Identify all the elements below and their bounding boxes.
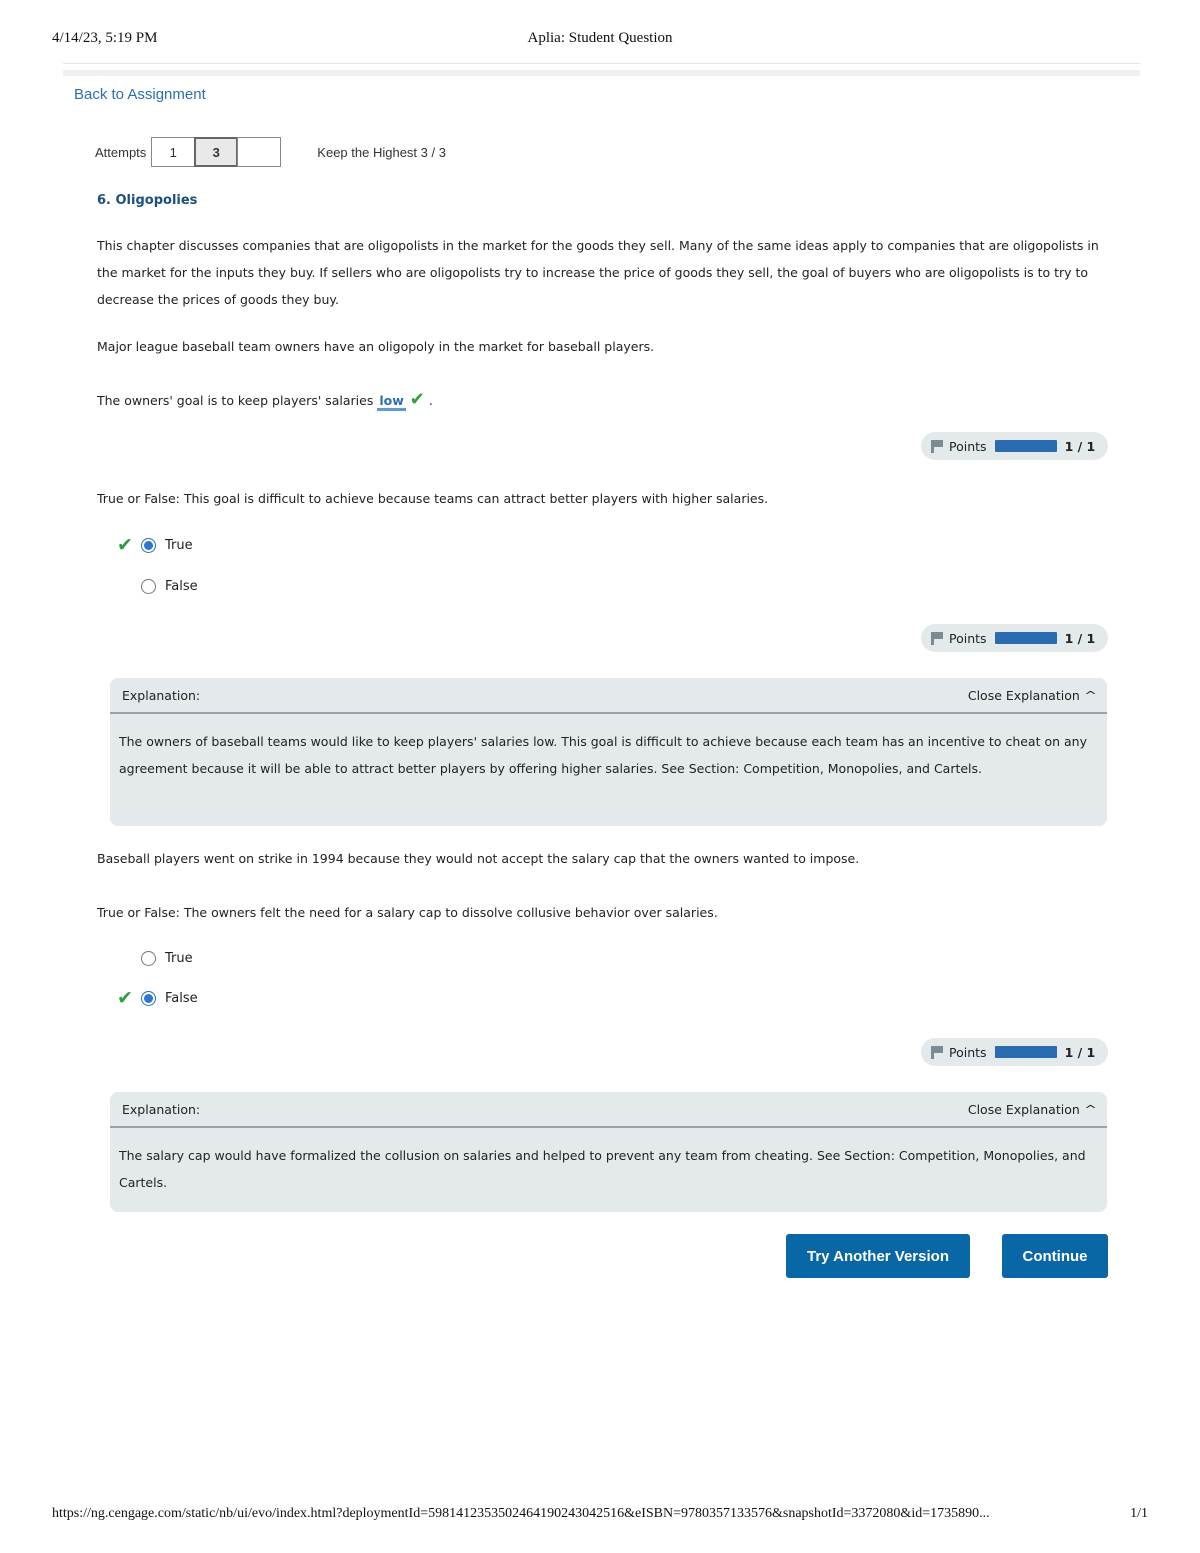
fill-prefix: The owners' goal is to keep players' salaries — [97, 393, 374, 408]
page-number: 1/1 — [1130, 1506, 1148, 1521]
explanation-text: The owners of baseball teams would like to keep players' salaries low. This goal is difficult to achieve because each team has an incentive to cheat on any agreement because it will be able to attract better players by offering higher salaries. See Section: Competition, Monopolies, and Cartels. — [119, 734, 1087, 776]
flag-icon — [931, 632, 943, 644]
points-indicator — [921, 1038, 1108, 1066]
close-explanation-button[interactable]: Close Explanation ^ — [967, 1101, 1097, 1117]
chevron-up-icon: ^ — [1083, 688, 1097, 702]
flag-icon — [931, 440, 943, 452]
explanation-title: Explanation: — [122, 1101, 201, 1117]
option-label: True — [165, 537, 193, 553]
back-to-assignment-link[interactable]: Back to Assignment — [74, 86, 206, 103]
question-intro: This chapter discusses companies that are oligopolists in the market for the goods they sell. Many of the same ideas apply to companies that are oligopolists in the market for the inputs they buy. If sellers who are oligopolists try to increase the price of goods they sell, the goal of buyers who are oligopolists is to try to decrease the prices of goods they buy. — [97, 238, 1099, 307]
points-label: Points — [949, 1044, 987, 1060]
question-context: Major league baseball team owners have an oligopoly in the market for baseball players. — [97, 339, 655, 354]
check-icon: ✔ — [117, 987, 133, 1009]
points-score: 1 / 1 — [1064, 438, 1096, 454]
part3-context: Baseball players went on strike in 1994 because they would not accept the salary cap that the owners wanted to impose. — [97, 851, 860, 866]
explanation-panel — [110, 678, 1107, 826]
keep-highest-text: Keep the Highest 3 / 3 — [317, 144, 446, 160]
fill-in-sentence — [97, 386, 1122, 414]
try-another-version-button[interactable]: Try Another Version — [786, 1234, 970, 1278]
explanation-header — [110, 678, 1107, 714]
radio-true[interactable] — [141, 538, 156, 553]
option-label: False — [165, 990, 198, 1006]
print-header — [52, 30, 1148, 50]
option-label: True — [165, 950, 193, 966]
points-bar — [995, 1046, 1057, 1058]
continue-button[interactable]: Continue — [1002, 1234, 1108, 1278]
question-title: 6. Oligopolies — [97, 193, 198, 208]
points-indicator — [921, 432, 1108, 460]
attempts-label: Attempts — [95, 144, 147, 160]
toolbar-strip — [63, 70, 1140, 76]
radio-true[interactable] — [141, 951, 156, 966]
check-icon: ✔ — [409, 389, 425, 410]
part2-option-false[interactable] — [117, 575, 198, 597]
points-label: Points — [949, 630, 987, 646]
salary-answer-dropdown[interactable]: low — [377, 393, 405, 411]
points-indicator — [921, 624, 1108, 652]
option-label: False — [165, 578, 198, 594]
divider — [63, 63, 1140, 64]
explanation-panel — [110, 1092, 1107, 1212]
print-date: 4/14/23, 5:19 PM — [52, 30, 158, 46]
close-explanation-button[interactable]: Close Explanation ^ — [967, 687, 1097, 703]
print-url: https://ng.cengage.com/static/nb/ui/evo/index.html?deploymentId=5981412353502464190243042516&eISBN=9780357133576&snapshotId=3372080&id=1735890... — [52, 1506, 990, 1521]
part2-option-true[interactable] — [117, 534, 193, 556]
flag-icon — [931, 1046, 943, 1058]
attempts-bar — [95, 137, 446, 167]
part3-option-false[interactable] — [117, 987, 198, 1009]
part3-prompt: True or False: The owners felt the need for a salary cap to dissolve collusive behavior over salaries. — [97, 905, 718, 920]
print-title: Aplia: Student Question — [527, 30, 673, 46]
points-score: 1 / 1 — [1064, 630, 1096, 646]
points-bar — [995, 632, 1057, 644]
chevron-up-icon: ^ — [1083, 1102, 1097, 1116]
points-score: 1 / 1 — [1064, 1044, 1096, 1060]
check-icon: ✔ — [117, 534, 133, 556]
explanation-header — [110, 1092, 1107, 1128]
points-bar — [995, 440, 1057, 452]
attempt-1-button[interactable]: 1 — [151, 137, 195, 167]
radio-false[interactable] — [141, 991, 156, 1006]
explanation-title: Explanation: — [122, 687, 201, 703]
fill-suffix: . — [428, 393, 433, 408]
part2-prompt: True or False: This goal is difficult to achieve because teams can attract better players with higher salaries. — [97, 491, 769, 506]
radio-false[interactable] — [141, 579, 156, 594]
part3-option-true[interactable] — [117, 947, 193, 969]
attempt-next-button[interactable] — [237, 137, 281, 167]
print-footer — [52, 1506, 1148, 1526]
points-label: Points — [949, 438, 987, 454]
attempt-3-button[interactable]: 3 — [194, 137, 238, 167]
explanation-text: The salary cap would have formalized the collusion on salaries and helped to prevent any team from cheating. See Section: Competition, Monopolies, and Cartels. — [119, 1148, 1086, 1190]
